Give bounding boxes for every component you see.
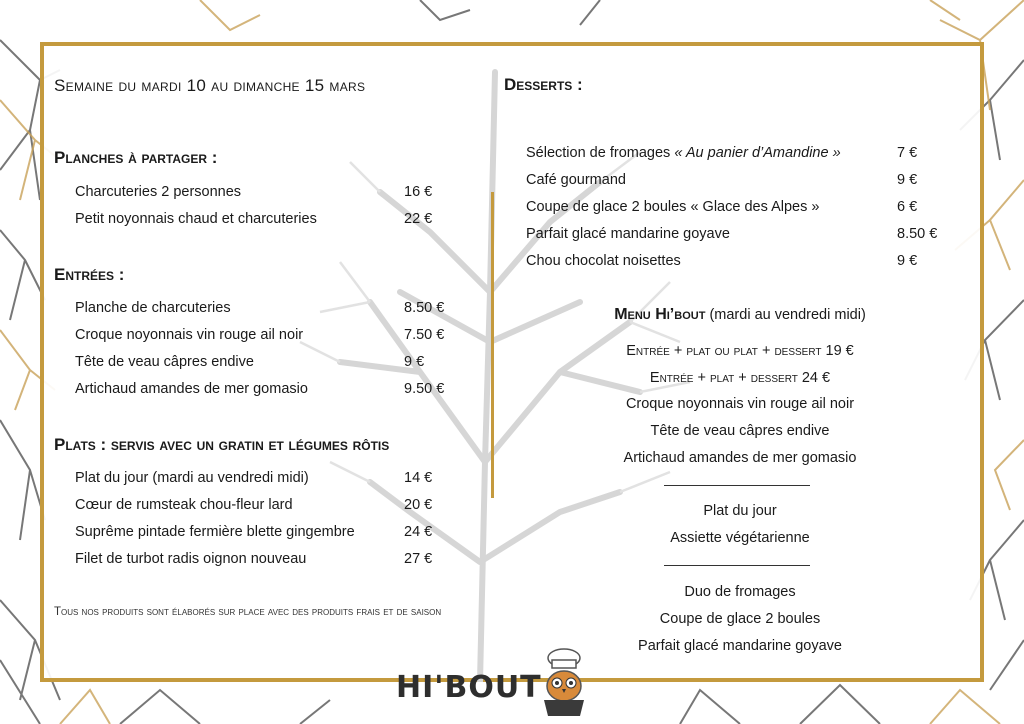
dessert-name: Sélection de fromages: [526, 145, 675, 161]
plats-heading: Plats : servis avec un gratin et légumes rôtis: [54, 435, 390, 454]
menu-item: Tête de veau câpres endive: [75, 354, 254, 370]
products-note: Tous nos produits sont élaborés sur place avec des produits frais et de saison: [54, 606, 442, 618]
item-price: 27 €: [404, 551, 433, 567]
formula-line: [560, 343, 920, 359]
item-price: 16 €: [404, 184, 433, 200]
menu-item: Charcuteries 2 personnes: [75, 184, 242, 200]
menu-item: Coupe de glace 2 boules « Glace des Alpes »: [526, 199, 820, 215]
item-price: 7 €: [897, 145, 918, 161]
formula-dessert: Parfait glacé mandarine goyave: [638, 638, 842, 654]
logo-text: HI'BOUT: [396, 670, 542, 705]
menu-item: Chou chocolat noisettes: [526, 253, 681, 269]
formula-dessert: Coupe de glace 2 boules: [659, 611, 821, 627]
item-price: 24 €: [404, 524, 433, 540]
menu-item: Artichaud amandes de mer gomasio: [75, 381, 308, 397]
menu-item: Café gourmand: [526, 172, 626, 188]
formula-menu-subtitle: (mardi au vendredi midi): [705, 307, 866, 323]
separator-line: [664, 565, 810, 566]
item-price: 8.50 €: [897, 226, 938, 242]
formula-entree: Croque noyonnais vin rouge ail noir: [625, 396, 855, 412]
desserts-heading: Desserts :: [504, 75, 583, 94]
menu-item: Parfait glacé mandarine goyave: [526, 226, 730, 242]
menu-item: Filet de turbot radis oignon nouveau: [75, 551, 307, 567]
dessert-name-italic: « Au panier d’Amandine »: [674, 145, 841, 161]
formula-label: Entrée + plat + dessert: [649, 370, 798, 386]
owl-chef-icon: [536, 646, 592, 718]
item-price: 22 €: [404, 211, 433, 227]
separator-line: [664, 485, 810, 486]
item-price: 14 €: [404, 470, 433, 486]
formula-price: 24 €: [797, 370, 831, 386]
menu-item: Planche de charcuteries: [75, 300, 231, 316]
item-price: 9 €: [897, 172, 918, 188]
item-price: 9 €: [404, 354, 425, 370]
entrees-heading: Entrées :: [54, 265, 125, 284]
formula-menu-name: Menu Hi’bout: [614, 306, 706, 323]
item-price: 6 €: [897, 199, 918, 215]
formula-entree: Artichaud amandes de mer gomasio: [623, 450, 857, 466]
column-divider: [491, 192, 494, 498]
formula-entree: Tête de veau câpres endive: [650, 423, 830, 439]
formula-menu-title: [560, 306, 920, 324]
item-price: 7.50 €: [404, 327, 445, 343]
item-price: 9 €: [897, 253, 918, 269]
planches-heading: Planches à partager :: [54, 148, 218, 167]
formula-plat: Assiette végétarienne: [670, 530, 810, 546]
menu-item: Petit noyonnais chaud et charcuteries: [75, 211, 317, 227]
formula-label: Entrée + plat ou plat + dessert: [626, 343, 822, 359]
item-price: 9.50 €: [404, 381, 445, 397]
menu-item: Cœur de rumsteak chou-fleur lard: [75, 497, 293, 513]
formula-line: [560, 370, 920, 386]
menu-item: Croque noyonnais vin rouge ail noir: [75, 327, 304, 343]
item-price: 20 €: [404, 497, 433, 513]
menu-item: Plat du jour (mardi au vendredi midi): [75, 470, 309, 486]
menu-item: [526, 145, 841, 161]
item-price: 8.50 €: [404, 300, 445, 316]
restaurant-logo: [396, 646, 596, 718]
menu-item: Suprême pintade fermière blette gingembre: [75, 524, 355, 540]
formula-price: 19 €: [821, 343, 854, 359]
week-heading: Semaine du mardi 10 au dimanche 15 mars: [54, 76, 366, 95]
formula-dessert: Duo de fromages: [684, 584, 796, 600]
formula-plat: Plat du jour: [703, 503, 777, 519]
